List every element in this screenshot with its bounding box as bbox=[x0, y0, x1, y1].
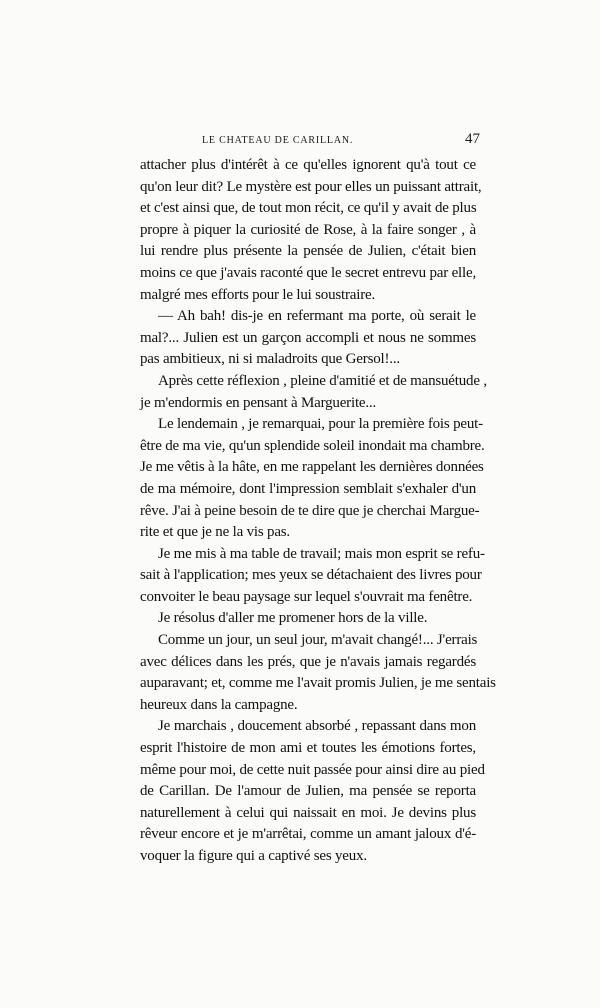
text-line: moins ce que j'avais raconté que le secret entrevu par elle, bbox=[140, 264, 476, 281]
text-line: heureux dans la campagne. bbox=[140, 696, 298, 713]
text-line: même pour moi, de cette nuit passée pour ainsi dire au pied bbox=[140, 761, 485, 778]
text-line: propre à piquer la curiosité de Rose, à la faire songer , à bbox=[140, 221, 476, 238]
text-line: Comme un jour, un seul jour, m'avait changé!... J'errais bbox=[158, 632, 478, 649]
page-number: 47 bbox=[465, 131, 480, 147]
text-line: être de ma vie, qu'un splendide soleil inondait ma chambre. bbox=[140, 437, 485, 454]
text-line: rite et que je ne la vis pas. bbox=[140, 524, 290, 541]
text-line: je m'endormis en pensant à Marguerite... bbox=[140, 394, 377, 411]
text-line: qu'on leur dit? Le mystère est pour elles un puissant attrait, bbox=[140, 178, 482, 195]
text-line: sait à l'application; mes yeux se détachaient des livres pour bbox=[140, 567, 482, 584]
text-line: rêveur encore et je m'arrêtai, comme un amant jaloux d'é- bbox=[140, 826, 476, 843]
text-line: mal?... Julien est un garçon accompli et nous ne sommes bbox=[140, 329, 476, 346]
text-line: avec délices dans les prés, que je n'avais jamais regardés bbox=[140, 653, 476, 670]
text-line: pas ambitieux, ni si maladroits que Gersol!... bbox=[140, 351, 400, 368]
text-line: Je me mis à ma table de travail; mais mon esprit se refu- bbox=[158, 545, 485, 562]
body-text bbox=[140, 155, 496, 868]
text-line: voquer la figure qui a captivé ses yeux. bbox=[140, 848, 367, 864]
text-line: Je me vêtis à la hâte, en me rappelant les dernières données bbox=[140, 459, 484, 476]
text-line: — Ah bah! dis-je en refermant ma porte, où serait le bbox=[158, 308, 476, 325]
text-line: de ma mémoire, dont l'impression semblait s'exhaler d'un bbox=[140, 480, 476, 497]
text-line: Je résolus d'aller me promener hors de la ville. bbox=[158, 610, 428, 627]
text-line: rêve. J'ai à peine besoin de te dire que je cherchai Margue- bbox=[140, 502, 480, 519]
text-line: de Carillan. De l'amour de Julien, ma pensée se reporta bbox=[140, 783, 476, 800]
text-line: malgré mes efforts pour le lui soustraire. bbox=[140, 286, 376, 303]
text-line: et c'est ainsi que, de tout mon récit, ce qu'il y avait de plus bbox=[140, 200, 477, 217]
text-line: Je marchais , doucement absorbé , repassant dans mon bbox=[158, 718, 476, 735]
text-line: Le lendemain , je remarquai, pour la première fois peut- bbox=[158, 416, 483, 433]
page-header bbox=[140, 133, 480, 149]
text-line: esprit l'histoire de mon ami et toutes les émotions fortes, bbox=[140, 740, 476, 757]
text-line: auparavant; et, comme me l'avait promis Julien, je me sentais bbox=[140, 675, 496, 692]
text-line: Après cette réflexion , pleine d'amitié et de mansuétude , bbox=[158, 372, 487, 389]
running-title: LE CHATEAU DE CARILLAN. bbox=[202, 135, 354, 146]
text-line: attacher plus d'intérêt à ce qu'elles ignorent qu'à tout ce bbox=[140, 157, 476, 173]
text-line: convoiter le beau paysage sur lequel s'ouvrait ma fenêtre. bbox=[140, 588, 473, 605]
text-line: naturellement à celui qui naissait en moi. Je devins plus bbox=[140, 804, 476, 821]
text-line: lui rendre plus présente la pensée de Julien, c'était bien bbox=[140, 243, 476, 260]
